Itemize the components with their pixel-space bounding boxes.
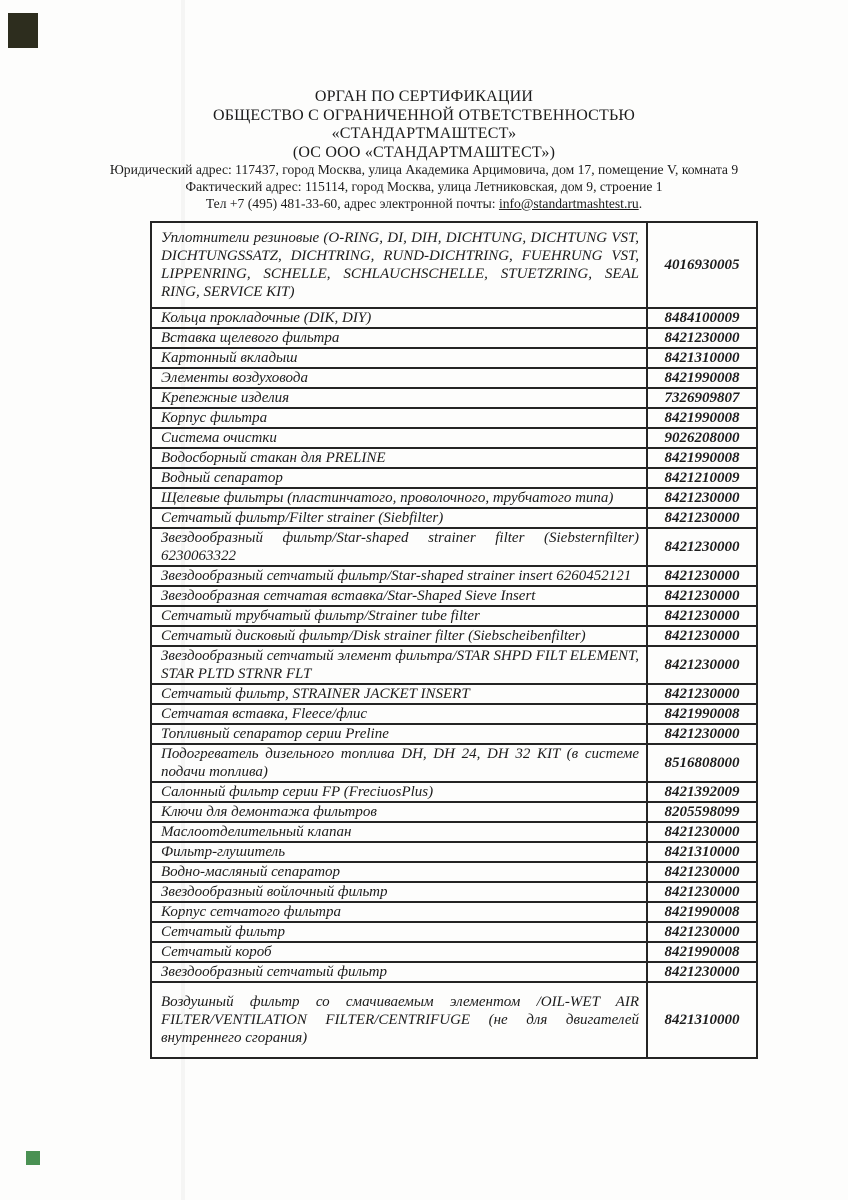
product-code: 8421230000	[647, 724, 757, 744]
product-description: Щелевые фильтры (пластинчатого, проволочного, трубчатого типа)	[151, 488, 647, 508]
contact-line	[24, 196, 824, 213]
product-code: 8421230000	[647, 822, 757, 842]
product-description: Вставка щелевого фильтра	[151, 328, 647, 348]
product-description: Подогреватель дизельного топлива DH, DH 24, DH 32 KIT (в системе подачи топлива)	[151, 744, 647, 782]
table-row	[151, 368, 757, 388]
org-title-line-2: ОБЩЕСТВО С ОГРАНИЧЕННОЙ ОТВЕТСТВЕННОСТЬЮ	[212, 106, 636, 124]
product-code: 8421230000	[647, 882, 757, 902]
product-code: 8421230000	[647, 488, 757, 508]
product-description: Маслоотделительный клапан	[151, 822, 647, 842]
table-row	[151, 626, 757, 646]
product-description: Сетчатый фильтр	[151, 922, 647, 942]
table-row	[151, 782, 757, 802]
product-code: 9026208000	[647, 428, 757, 448]
product-code: 8421230000	[647, 646, 757, 684]
product-description: Элементы воздуховода	[151, 368, 647, 388]
product-description: Сетчатая вставка, Fleece/флис	[151, 704, 647, 724]
table-row	[151, 942, 757, 962]
table-row	[151, 704, 757, 724]
product-description: Корпус сетчатого фильтра	[151, 902, 647, 922]
product-table-body	[151, 222, 757, 1058]
table-row	[151, 802, 757, 822]
scan-corner-mark-icon	[8, 13, 38, 48]
product-code: 8421990008	[647, 902, 757, 922]
org-title-line-1: ОРГАН ПО СЕРТИФИКАЦИИ	[314, 88, 534, 105]
table-row	[151, 982, 757, 1058]
product-code: 8421990008	[647, 408, 757, 428]
table-row	[151, 448, 757, 468]
product-code: 8421990008	[647, 704, 757, 724]
product-description: Топливный сепаратор серии Preline	[151, 724, 647, 744]
table-row	[151, 724, 757, 744]
product-code: 8421310000	[647, 842, 757, 862]
contact-suffix: .	[638, 195, 643, 211]
product-code: 8421230000	[647, 684, 757, 704]
org-title-line-4: (ОС ООО «СТАНДАРТМАШТЕСТ»)	[292, 143, 556, 161]
product-description: Уплотнители резиновые (O-RING, DI, DIH, DICHTUNG, DICHTUNG VST, DICHTUNGSSATZ, DICHTRING, RUND-DICHTRING, FUEHRUNG VST, LIPPENRING, SCHELLE, SCHLAUCHSCHELLE, STUETZRING, SEAL RING, SERVICE KIT)	[151, 222, 647, 308]
product-code: 8421230000	[647, 962, 757, 982]
table-row	[151, 646, 757, 684]
product-code: 8421230000	[647, 328, 757, 348]
table-row	[151, 842, 757, 862]
product-code: 8421990008	[647, 368, 757, 388]
table-row	[151, 822, 757, 842]
table-row	[151, 308, 757, 328]
table-row	[151, 468, 757, 488]
product-code: 8205598099	[647, 802, 757, 822]
product-description: Сетчатый короб	[151, 942, 647, 962]
product-code: 8484100009	[647, 308, 757, 328]
product-description: Сетчатый дисковый фильтр/Disk strainer filter (Siebscheibenfilter)	[151, 626, 647, 646]
table-row	[151, 488, 757, 508]
product-description: Звездообразный фильтр/Star-shaped strainer filter (Siebsternfilter) 6230063322	[151, 528, 647, 566]
product-description: Сетчатый трубчатый фильтр/Strainer tube filter	[151, 606, 647, 626]
product-code: 8421210009	[647, 468, 757, 488]
product-description: Корпус фильтра	[151, 408, 647, 428]
table-row	[151, 922, 757, 942]
product-code: 8421230000	[647, 566, 757, 586]
product-description: Фильтр-глушитель	[151, 842, 647, 862]
product-description: Сетчатый фильтр, STRAINER JACKET INSERT	[151, 684, 647, 704]
product-code: 7326909807	[647, 388, 757, 408]
product-description: Звездообразная сетчатая вставка/Star-Shaped Sieve Insert	[151, 586, 647, 606]
product-description: Ключи для демонтажа фильтров	[151, 802, 647, 822]
email-link[interactable]: info@standartmashtest.ru	[498, 195, 639, 211]
actual-address: Фактический адрес: 115114, город Москва, улица Летниковская, дом 9, строение 1	[185, 178, 663, 194]
product-code: 8421230000	[647, 626, 757, 646]
product-code: 4016930005	[647, 222, 757, 308]
table-row	[151, 862, 757, 882]
contact-prefix: Тел +7 (495) 481-33-60, адрес электронной почты:	[205, 195, 499, 211]
product-description: Воздушный фильтр со смачиваемым элементом /OIL-WET AIR FILTER/VENTILATION FILTER/CENTRIFUGE (не для двигателей внутреннего сгорания)	[151, 982, 647, 1058]
product-description: Картонный вкладыш	[151, 348, 647, 368]
org-title-line-3: «СТАНДАРТМАШТЕСТ»	[331, 125, 517, 142]
product-code: 8421310000	[647, 348, 757, 368]
product-codes-table	[150, 221, 758, 1059]
table-row	[151, 388, 757, 408]
product-code: 8421990008	[647, 448, 757, 468]
product-code: 8421230000	[647, 586, 757, 606]
product-description: Система очистки	[151, 428, 647, 448]
product-description: Водный сепаратор	[151, 468, 647, 488]
table-row	[151, 586, 757, 606]
product-description: Салонный фильтр серии FP (FreciuosPlus)	[151, 782, 647, 802]
table-row	[151, 428, 757, 448]
table-row	[151, 684, 757, 704]
table-row	[151, 962, 757, 982]
table-row	[151, 408, 757, 428]
product-description: Звездообразный сетчатый фильтр	[151, 962, 647, 982]
table-row	[151, 222, 757, 308]
product-description: Крепежные изделия	[151, 388, 647, 408]
product-description: Кольца прокладочные (DIK, DIY)	[151, 308, 647, 328]
legal-address: Юридический адрес: 117437, город Москва, улица Академика Арцимовича, дом 17, помещение V, комната 9	[109, 162, 739, 177]
table-row	[151, 328, 757, 348]
table-row	[151, 566, 757, 586]
product-code: 8421230000	[647, 528, 757, 566]
product-code: 8421230000	[647, 508, 757, 528]
table-row	[151, 508, 757, 528]
product-description: Звездообразный сетчатый элемент фильтра/STAR SHPD FILT ELEMENT, STAR PLTD STRNR FLT	[151, 646, 647, 684]
product-description: Сетчатый фильтр/Filter strainer (Siebfilter)	[151, 508, 647, 528]
product-description: Водно-масляный сепаратор	[151, 862, 647, 882]
table-row	[151, 528, 757, 566]
product-code: 8421990008	[647, 942, 757, 962]
product-description: Звездообразный войлочный фильтр	[151, 882, 647, 902]
scan-green-mark-icon	[26, 1151, 40, 1165]
product-description: Водосборный стакан для PRELINE	[151, 448, 647, 468]
product-code: 8421230000	[647, 922, 757, 942]
product-code: 8421230000	[647, 862, 757, 882]
product-description: Звездообразный сетчатый фильтр/Star-shaped strainer insert 6260452121	[151, 566, 647, 586]
table-row	[151, 348, 757, 368]
table-row	[151, 902, 757, 922]
product-code: 8516808000	[647, 744, 757, 782]
product-code: 8421310000	[647, 982, 757, 1058]
document-header	[24, 88, 824, 212]
product-code: 8421392009	[647, 782, 757, 802]
table-row	[151, 744, 757, 782]
table-row	[151, 606, 757, 626]
table-row	[151, 882, 757, 902]
product-code: 8421230000	[647, 606, 757, 626]
